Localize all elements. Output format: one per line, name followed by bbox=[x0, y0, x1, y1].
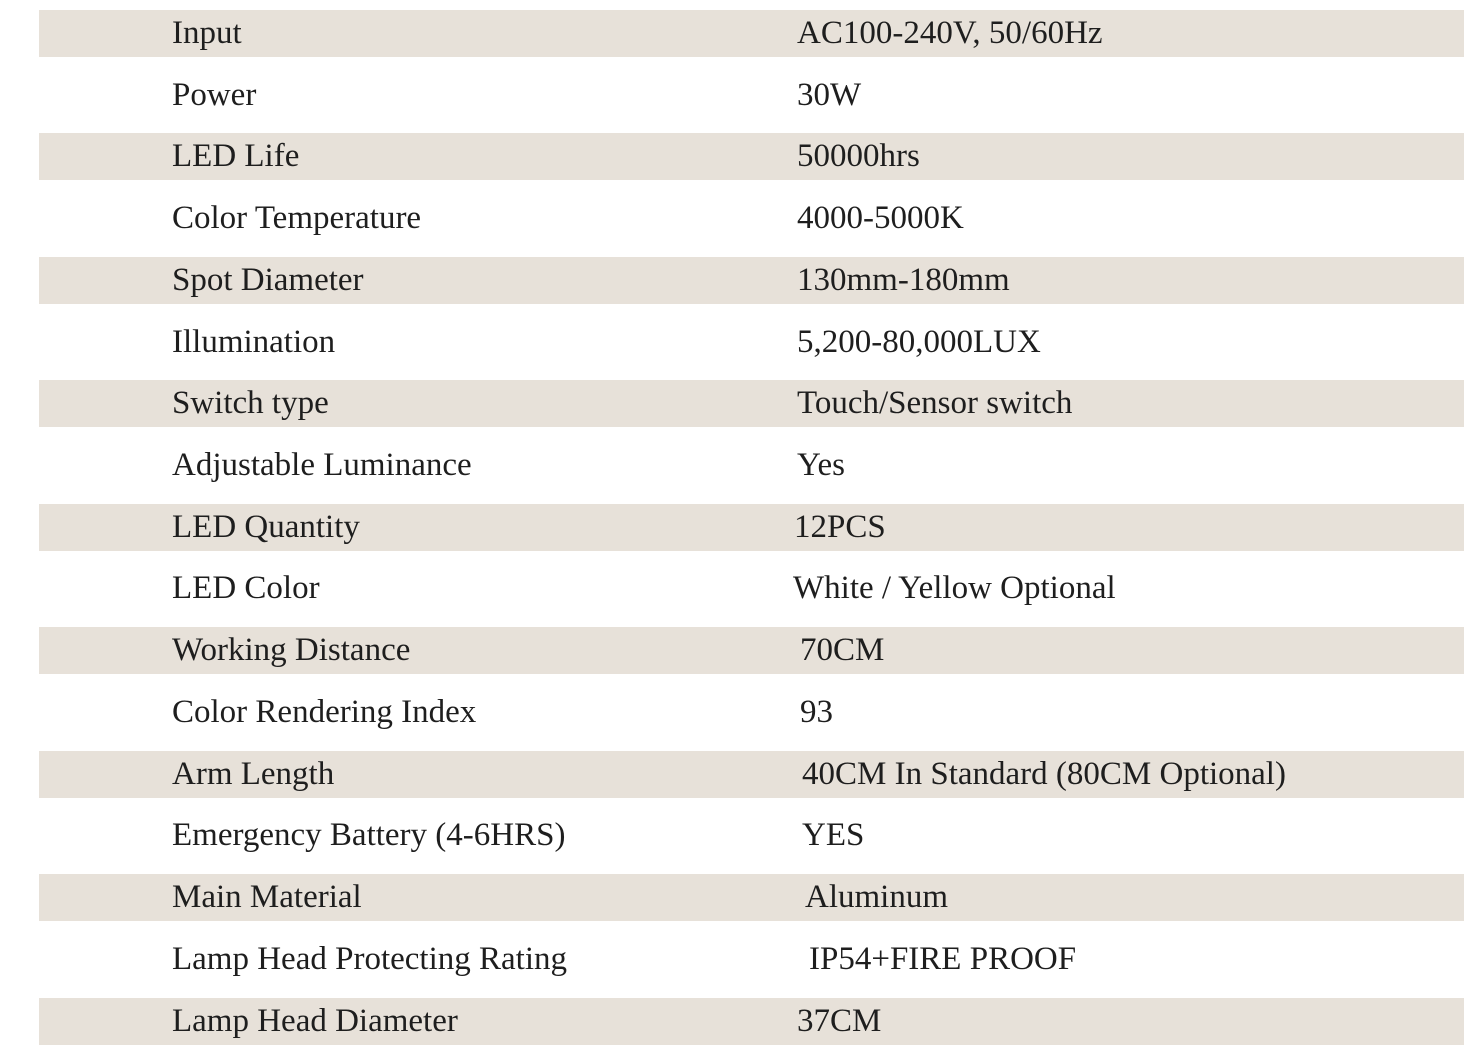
spec-row-color-temperature bbox=[39, 195, 1464, 242]
spec-table bbox=[39, 10, 1464, 1059]
spec-row-lamp-head-diameter bbox=[39, 998, 1464, 1045]
spec-value: 4000-5000K bbox=[797, 200, 964, 237]
spec-value: YES bbox=[802, 817, 865, 854]
spec-label: Working Distance bbox=[172, 632, 411, 669]
spec-row-emergency-battery bbox=[39, 812, 1464, 859]
spec-row-spot-diameter bbox=[39, 257, 1464, 304]
spec-row-adjustable-luminance bbox=[39, 442, 1464, 489]
spec-row-working-distance bbox=[39, 627, 1464, 674]
spec-row-input bbox=[39, 10, 1464, 57]
spec-value: 5,200-80,000LUX bbox=[797, 323, 1041, 360]
spec-row-led-life bbox=[39, 133, 1464, 180]
spec-row-switch-type bbox=[39, 380, 1464, 427]
spec-label: Lamp Head Diameter bbox=[172, 1002, 458, 1039]
spec-label: Arm Length bbox=[172, 755, 335, 792]
spec-label: Color Temperature bbox=[172, 200, 422, 237]
spec-value: IP54+FIRE PROOF bbox=[809, 940, 1077, 977]
spec-label: Lamp Head Protecting Rating bbox=[172, 940, 567, 977]
spec-label: LED Color bbox=[172, 570, 320, 607]
spec-row-lamp-head-protecting-rating bbox=[39, 936, 1464, 983]
spec-label: Spot Diameter bbox=[172, 261, 364, 298]
spec-label: LED Quantity bbox=[172, 508, 360, 545]
spec-label: Color Rendering Index bbox=[172, 693, 477, 730]
spec-value: 130mm-180mm bbox=[797, 261, 1010, 298]
spec-value: White / Yellow Optional bbox=[793, 570, 1116, 607]
spec-row-color-rendering-index bbox=[39, 689, 1464, 736]
spec-value: 30W bbox=[797, 76, 862, 113]
spec-value: 50000hrs bbox=[797, 138, 920, 175]
spec-value: AC100-240V, 50/60Hz bbox=[797, 15, 1103, 51]
spec-row-arm-length bbox=[39, 751, 1464, 798]
spec-label: Input bbox=[172, 15, 242, 51]
spec-label: Power bbox=[172, 76, 257, 113]
spec-label: Adjustable Luminance bbox=[172, 447, 472, 484]
spec-row-main-material bbox=[39, 874, 1464, 921]
spec-value: 93 bbox=[800, 693, 833, 730]
spec-row-illumination bbox=[39, 319, 1464, 366]
spec-row-led-color bbox=[39, 565, 1464, 612]
spec-label: LED Life bbox=[172, 138, 300, 175]
spec-label: Emergency Battery (4-6HRS) bbox=[172, 817, 566, 854]
spec-label: Illumination bbox=[172, 323, 336, 360]
spec-value: 70CM bbox=[800, 632, 885, 669]
spec-label: Switch type bbox=[172, 385, 329, 422]
spec-value: 12PCS bbox=[794, 508, 886, 545]
spec-row-power bbox=[39, 72, 1464, 119]
spec-label: Main Material bbox=[172, 879, 362, 916]
spec-value: Yes bbox=[797, 447, 846, 484]
spec-value: Aluminum bbox=[805, 879, 949, 916]
spec-value: 37CM bbox=[797, 1002, 882, 1039]
spec-value: 40CM In Standard (80CM Optional) bbox=[802, 755, 1286, 792]
spec-value: Touch/Sensor switch bbox=[797, 385, 1073, 422]
spec-row-led-quantity bbox=[39, 504, 1464, 551]
